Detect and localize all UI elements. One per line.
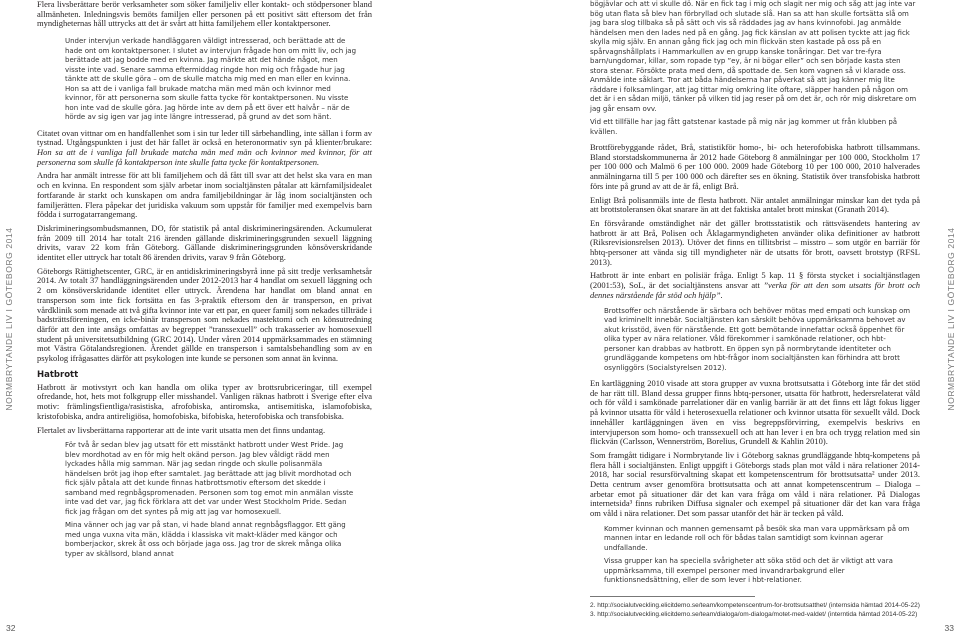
right-side-label-strip xyxy=(944,0,958,637)
left-page-number: 32 xyxy=(6,623,16,633)
section-heading-hatbrott: Hatbrott xyxy=(37,369,79,380)
right-paragraph-4-italic: ”verka för att den som utsatts för brott och dennes närstående får stöd och hjälp”. xyxy=(590,280,920,300)
left-paragraph-2 xyxy=(37,129,372,168)
left-side-label: NORMBRYTANDE LIV I GÖTEBORG 2014 xyxy=(4,226,14,411)
left-paragraph-7: Flertalet av livsberättarna rapporterar att de inte varit utsatta men det finns undantag. xyxy=(37,424,326,435)
left-paragraph-2-italic: Hon sa att de i vanliga fall brukade matcha män med män och kvinnor med kvinnor, för att personerna som skulle få kontaktperson inte skulle fatta tycke för kontaktpersonen. xyxy=(37,147,372,167)
right-paragraph-2: Enligt Brå polisanmäls inte de flesta hatbrott. När antalet anmälningar minskar kan det tyda på att brottstoleransen ökat snarare än att det faktiska antalet brott minskat (Granath 2014). xyxy=(590,194,920,215)
right-paragraph-4-text: Hatbrott är inte enbart en polisiär fråga. Enligt 5 kap. 11 § första stycket i socialtjänstlagen (2001:53), SoL, är det socialtjänstens ansvar att xyxy=(590,270,920,291)
right-quote-5: Vissa grupper kan ha speciella svårigheter att söka stöd och det är viktigt att vara uppmärksamma, till exempel personer med invandrarbakgrund eller funktionsnedsättning, eller de som lever i hbt-relationer. xyxy=(604,557,893,585)
left-paragraph-3: Andra har anmält intresse för att bli familjehem och då fått till svar att det helst ska vara en man och en kvinna. En respondent som själv arbetar inom socialtjänsten påtalar att kärnfamiljsidealet fortfarande är starkt och kunskapen om andra familjebildningar är låg inom socialtjänsten och familjerätten. Flera påpekar det juridiska vakuum som uppstår för familjer med exempelvis barn födda i surrogatarrangemang. xyxy=(37,170,372,220)
left-side-label-strip xyxy=(2,0,16,637)
footnotes xyxy=(590,596,930,619)
left-quote-1: Under intervjun verkade handläggaren väldigt intresserad, och berättade att de hade ont om kontaktpersoner. I slutet av intervjun frågade hon om mitt liv, och jag berättade att jag bodde med en kvinna. Jag märkte att det hände något, men visste inte vad. Senare samma eftermiddag ringde hon mig och frågade hur jag tänkte att de skulle göra – om de skulle matcha mig med en man eller en kvinna. Hon sa att de i vanliga fall brukade matcha män med män och kvinnor med kvinnor, för att personerna som skulle fatta tycke för kontaktpersonen. Nu visste hon inte vad de skulle göra. Jag hörde inte av dem på ett över ett halvår – när de hörde av sig igen var jag inte längre intresserad, på grund av det som hänt. xyxy=(65,37,357,122)
right-paragraph-3: En försvårande omständighet när det gäller brottsstatistik och rättsväsendets hantering av hatbrott är att Brå, Polisen och Åklagarmyndigheten använder olika definitioner av hatbrott (Riksrevisionsrelsen 2013). Utöver det finns en tillitsbrist – misstro – som utgör en barriär för hbtq-personer att vända sig till myndigheter när de utsatts för brott, oavsett brotstyp (RFSL 2013). xyxy=(590,217,920,267)
right-paragraph-4 xyxy=(590,271,920,300)
left-quote-3: Mina vänner och jag var på stan, vi hade bland annat regnbågsflaggor. Ett gäng med unga vuxna vita män, klädda i klassiska vit makt-kläder med kängor och bomberjackor, skrek åt oss och började jaga oss. Jag tror de skrek många olika typer av skällsord, bland annat xyxy=(65,521,346,558)
left-column xyxy=(37,0,372,563)
footnote-rule xyxy=(590,596,755,597)
right-paragraph-5: En kartläggning 2010 visade att stora grupper av vuxna brottsutsatta i Göteborg inte får det stöd de har rätt till. Bland dessa grupper finns hbtq-personer, utsatta för hatbrott, hedersrelaterat våld och för våld i samkönade parrelationer där en vanlig barriär är att det finns ett lågt fokus ligger på kvinnor utsatta för våld i heterosexuella relationer och kvinnor utsatta för sexuellt våld. Dock innehåller kartläggningen även en viss begreppsförvirring, exempelvis beskrivs en intervjuperson som homo- och transsexuell och att han lever i en bra och trygg relation med sin flickvän (Carlsson, Wennerström, Borelius, Grundell & Kahlin 2010). xyxy=(590,378,920,447)
left-paragraph-2-text: Citatet ovan vittnar om en handfallenhet som i sin tur leder till särbehandling, inte sällan i form av tystnad. Utgångspunkten i just det här fallet är också en heteronormativ syn på klienter/brukare: xyxy=(37,127,372,148)
right-quote-3: Brottsoffer och närstående är särbara och behöver mötas med empati och kunskap om vad kriminellt innebär. Socialtjänsten kan särskilt behöva uppmärksamma behovet av akut krisstöd, även för närstående. Ett gott bemötande innefattar också öppenhet för olika typer av nära relationer. Våld förekommer i samkönade relationer, och hbt-personer kan drabbas av hatbrott. En öppen syn på normbrytande identiteter och grundläggande kompetens om hbt-frågor inom socialtjänsten kan förhindra att brott osynliggörs (Socialstyrelsen 2012). xyxy=(604,306,911,372)
right-side-label: NORMBRYTANDE LIV I GÖTEBORG 2014 xyxy=(946,226,956,411)
left-paragraph-6: Hatbrott är motivstyrt och kan handla om olika typer av brottsrubriceringar, till exempel ofredande, hot, hets mot folkgrupp eller misshandel. Vanligen räknas hatbrott i Sverige efter elva motiv: främlingsfientliga/rasistiska, afrofobiska, antiromska, antisemitiska, islamofobiska, kristofobiska, andra antireligiösa, homofobiska, bifobiska, heterofobiska och transfobiska. xyxy=(37,381,372,421)
right-quote-1: bögjävlar och att vi skulle dö. När en fick tag i mig och slagit ner mig och såg att jag inte var bög utan flata så blev han förbryllad och slutade slå. Han sa att han skulle fortsätta slå om jag bara slog tillbaka så på sätt och vis så räddades jag av hans kvinnofobi. Jag anmälde händelsen men den lades ned på en gång. Jag fick känslan av att polisen tyckte att jag fick skylla mig själv. En annan gång fick jag och min flickvän sten kastade på oss på en spårvagnshållplats i Hammarkullen av en grupp kanske tonåringar. Det var tre-fyra barn/ungdomar, killar, som ropade typ ”ey, är ni bögar eller” och sen började kasta sten stora stenar. Försökte prata med dem, då spottade de. Sen kom vagnen så vi klarade oss. Anmälde inte såklart. Tror att båda händelserna har påverkat så att jag känner mig lite räddare i folksamlingar, att jag tittar mig omkring lite oftare, släpper handen på någon om det är i en sådan miljö, tänker på vilken tid jag reser på om det är, och rör mig diskretare om jag går ensam ovv. xyxy=(590,0,917,113)
right-paragraph-1: Brottförebyggande rådet, Brå, statistikför homo-, bi- och heterofobiska hatbrott tillsammans. Bland storstadskommunerna år 2012 hade Göteborg 8 anmälningar per 100 000, Stockholm 17 per 100 000 och Malmö 6 per 100 000. 2009 hade Göteborg 10 per 100 000, 2010 halverades anmälningarna till 5 per 100 000 och därefter ses en ökning. Statistik över transfobiska hatbrott förs inte på grund av att de är få, enligt Brå. xyxy=(590,142,920,191)
right-quote-2: Vid ett tillfälle har jag fått gatstenar kastade på mig när jag kommer ut från klubben på kvällen. xyxy=(590,118,898,136)
footnote-3: 3. http://socialutveckling.elicitdemo.se/team/dialoga/om-dialoga/motet-med-valdet/ (interntida hämtad 2014-05-22) xyxy=(590,611,918,618)
right-paragraph-6: Som framgått tidigare i Normbrytande liv i Göteborg saknas grundläggande hbtq-kompetens på flera håll i socialtjänsten. Enligt uppgift i Göteborgs stads plan mot våld i nära relationer 2014-2018, har social resursförvaltning skapat ett kompetenscentrum för brottsutsatta² under 2013. Detta centrum avser genomföra brottsutsatta och att annat kompetenscentrum – Dialoga – arbetar emot på situationer där det kan vara fråga om våld i nära relationer. På Dialogas internetsida³ finns rubriken Diffusa signaler och exempel på situationer där det kan vara fråga om våld i nära relationer. Det som passar utanför det här är tecken på våld. xyxy=(590,449,920,519)
left-quote-2: För två år sedan blev jag utsatt för ett misstänkt hatbrott under West Pride. Jag blev mordhotad av en för mig helt okänd person. Jag blev våldigt rädd men lyckades hålla mig samman. När jag sedan ringde och skulle polisanmäla händelsen bröt jag ihop efter samtalet. Jag berättade att jag blivit mordhotad och fick själv påtala att det kunde finnas hatbrottsmotiv eftersom det skedde i samband med regnbågspromenaden. Personen som tog emot min anmälan visste inte vad det var, jag fick förklara att det var under West Stockholm Pride. Sedan fick jag frågan om det syntes på mig att jag var homosexuell. xyxy=(65,441,354,516)
left-paragraph-4: Diskrimineringsombudsmannen, DO, för statistik på antal diskrimineringsärenden. Ackumulerat från 2009 till 2014 har totalt 216 ärenden gällande diskrimineringsgrunden sexuell läggning drivits, varav 22 kom från Göteborg. Gällande diskrimineringsgrunden könsöverskridande identitet eller uttryck har totalt 86 ärenden drivits, varav 9 från Göteborg. xyxy=(37,222,372,263)
right-quote-4: Kommer kvinnan och mannen gemensamt på besök ska man vara uppmärksam på om mannen intar en ledande roll och för bådas talan samtidigt som kvinnan agerar undfallande. xyxy=(604,524,910,552)
left-paragraph-5: Göteborgs Rättighetscenter, GRC, är en antidiskrimineringsbyrå inne på sitt tredje verksamhetsår 2014. Av totalt 37 handläggningsärenden under 2012-2013 har 4 handlat om sexuell läggning och 2 om könsöverskridande identitet eller uttryck. Ärendena har handlat om bland annat en transperson som inte fick fortsätta en fas 3-praktik eftersom den är transperson, en privat vårdklinik som menade att två gifta kvinnor inte var ett par, en queer familj som nekades tillträde i badsträttsföreningen, en icke-binär transperson som nekades mastektomi och en könsutredning därför att den inte ansågs omfattas av begreppet ”transsexuell” och trakasserier av homosexuell student på universitetsutbildning (GRC 2014). Under våren 2014 uppmärksammades en stämning mot Västra Götalandsregionen. Ärendet gällde en transperson i samtalsbehandling som av en psykolog ifrågasattes därför att psykologen inte kunde se personen som annat än kvinna. xyxy=(37,265,372,364)
footnote-2: 2. http://socialutveckling.elicitdemo.se/team/kompetenscentrum-for-brottsutsatthet/ (internsida hämtad 2014-05-22) xyxy=(590,602,920,609)
right-column xyxy=(590,0,920,590)
right-page-number: 33 xyxy=(944,623,954,633)
left-paragraph-1: Flera livsberättare berör verksamheter som söker familjeliv eller kontakt- och stödpersoner bland allmänheten. Inledningsvis bemöts familjen eller personen på ett positivt sätt eftersom det från myndigheternas håll uttrycks att det är svårt att hitta familjehem eller kontaktpersoner. xyxy=(37,0,372,29)
